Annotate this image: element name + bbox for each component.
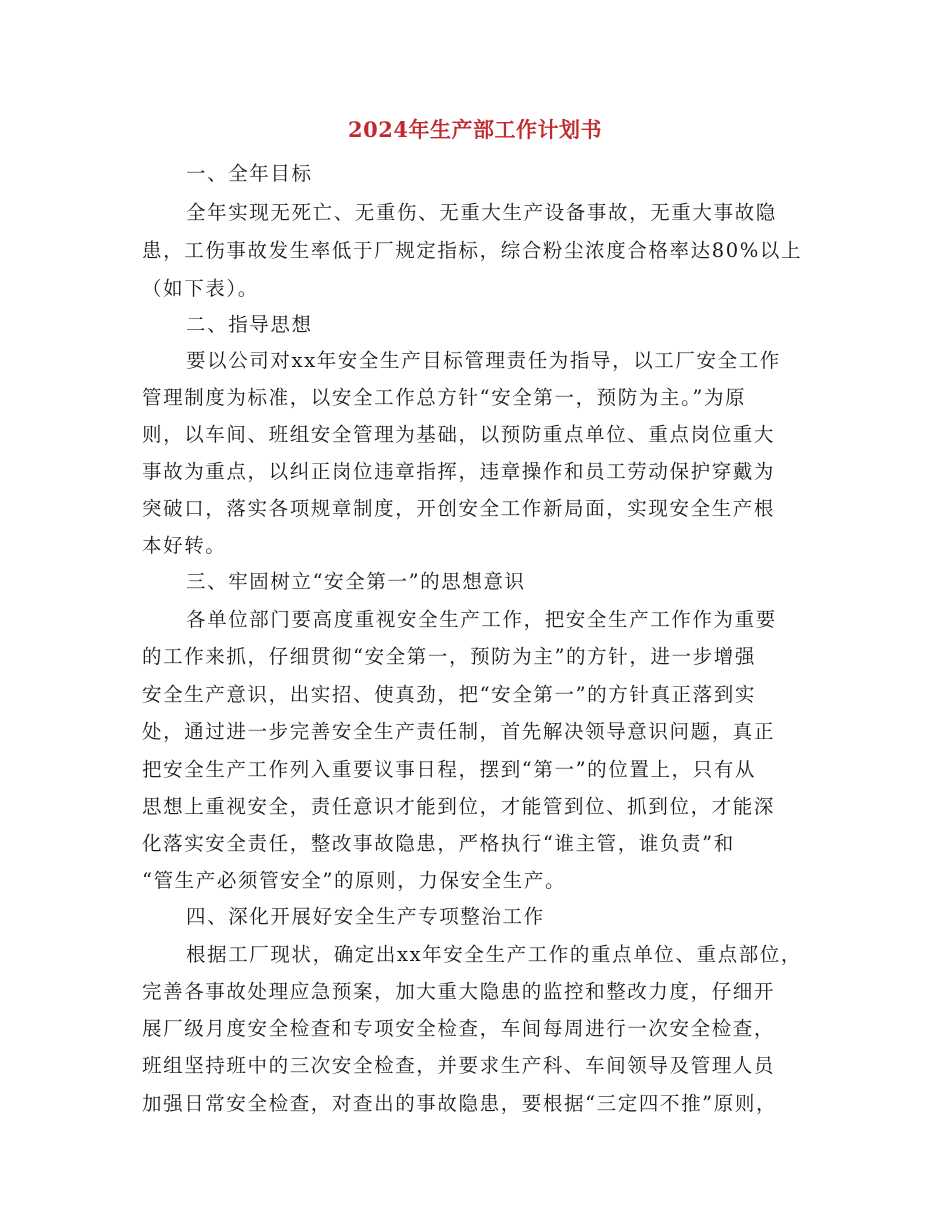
paragraph-line: “管生产必须管安全”的原则，力保安全生产。 [142, 869, 567, 892]
paragraph-line: （如下表）。 [142, 277, 259, 300]
paragraph-line: 安全生产意识，出实招、使真劲，把“安全第一”的方针真正落到实 [142, 683, 756, 706]
section-heading-3: 三、牢固树立“安全第一”的思想意识 [186, 570, 526, 593]
paragraph-line: 班组坚持班中的三次安全检查，并要求生产科、车间领导及管理人员 [142, 1054, 776, 1077]
paragraph-line: 加强日常安全检查，对查出的事故隐患，要根据“三定四不推”原则， [142, 1092, 778, 1115]
document-title: 2024年生产部工作计划书 [348, 117, 602, 142]
paragraph-line: 展厂级月度安全检查和专项安全检查，车间每周进行一次安全检查， [142, 1017, 776, 1040]
paragraph-line: 全年实现无死亡、无重伤、无重大生产设备事故，无重大事故隐 [186, 201, 777, 224]
paragraph-line: 患，工伤事故发生率低于厂规定指标，综合粉尘浓度合格率达80%以上 [142, 239, 803, 262]
section-heading-4: 四、深化开展好安全生产专项整治工作 [186, 905, 545, 928]
paragraph-line: 各单位部门要高度重视安全生产工作，把安全生产工作作为重要 [186, 608, 777, 631]
paragraph-line: 把安全生产工作列入重要议事日程，摆到“第一”的位置上，只有从 [142, 758, 756, 781]
paragraph-line: 思想上重视安全，责任意识才能到位，才能管到位、抓到位，才能深 [142, 795, 776, 818]
paragraph-line: 突破口，落实各项规章制度，开创安全工作新局面，实现安全生产根 [142, 497, 776, 520]
paragraph-line: 完善各事故处理应急预案，加大重大隐患的监控和整改力度，仔细开 [142, 980, 776, 1003]
paragraph-line: 本好转。 [142, 534, 227, 557]
paragraph-line: 化落实安全责任，整改事故隐患，严格执行“谁主管，谁负责”和 [142, 832, 735, 855]
section-heading-2: 二、指导思想 [186, 313, 313, 336]
paragraph-line: 管理制度为标准，以安全工作总方针“安全第一，预防为主。”为原 [142, 386, 747, 409]
paragraph-line: 事故为重点，以纠正岗位违章指挥，违章操作和员工劳动保护穿戴为 [142, 460, 776, 483]
paragraph-line: 根据工厂现状，确定出xx年安全生产工作的重点单位、重点部位， [186, 943, 802, 966]
paragraph-line: 处，通过进一步完善安全生产责任制，首先解决领导意识问题，真正 [142, 720, 776, 743]
paragraph-line: 的工作来抓，仔细贯彻“安全第一，预防为主”的方针，进一步增强 [142, 645, 756, 668]
section-heading-1: 一、全年目标 [186, 162, 313, 185]
paragraph-line: 要以公司对xx年安全生产目标管理责任为指导，以工厂安全工作 [186, 349, 781, 372]
paragraph-line: 则，以车间、班组安全管理为基础，以预防重点单位、重点岗位重大 [142, 423, 776, 446]
